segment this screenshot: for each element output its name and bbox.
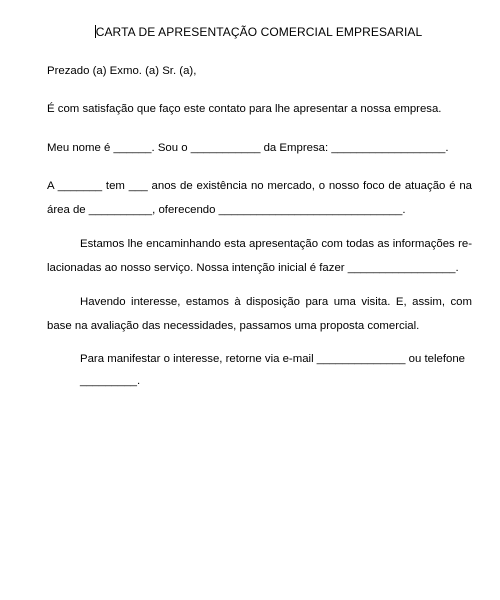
document-title: CARTA DE APRESENTAÇÃO COMERCIAL EMPRESARIAL (95, 25, 423, 39)
name-line: Meu nome é ______. Sou o ___________ da Empresa: __________________. (47, 142, 449, 154)
intro-paragraph: É com satisfação que faço este contato para lhe apresentar a nossa empresa. (47, 103, 442, 115)
contact-paragraph-line1: Para manifestar o interesse, retorne via e-mail ______________ ou telefone (80, 353, 465, 365)
presentation-paragraph: Estamos lhe encaminhando esta apresentação com todas as informações re-lacionadas ao nosso serviço. Nossa intenção inicial é fazer _________________. (47, 238, 472, 274)
visit-paragraph: Havendo interesse, estamos à disposição para uma visita. E, assim, com base na avaliação das necessidades, passamos uma proposta comercial. (47, 296, 472, 332)
company-paragraph: A _______ tem ___ anos de existência no mercado, o nosso foco de atuação é na área de __________, oferecendo _____________________________. (47, 180, 472, 216)
document-title-row (0, 25, 500, 39)
salutation: Prezado (a) Exmo. (a) Sr. (a), (47, 65, 197, 77)
contact-paragraph-line2: _________. (80, 375, 141, 387)
